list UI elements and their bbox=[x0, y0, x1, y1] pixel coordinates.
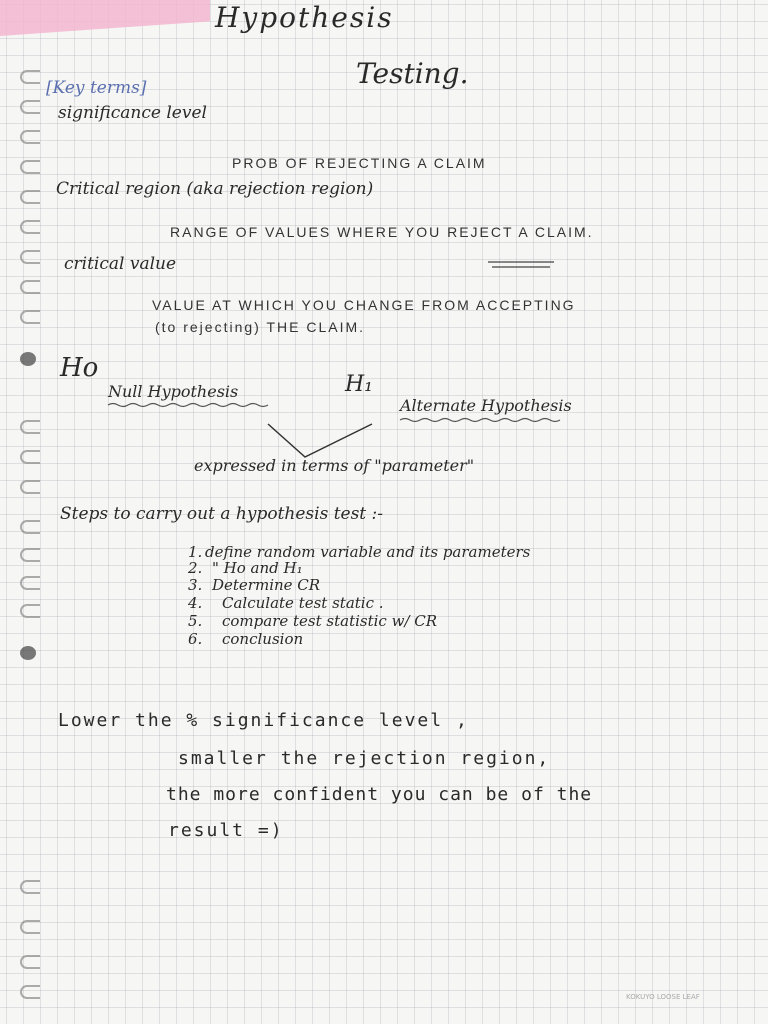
term-significance-level: significance level bbox=[58, 103, 207, 123]
step-text: conclusion bbox=[222, 630, 304, 648]
step-text: " Ho and H₁ bbox=[212, 559, 303, 577]
step-text: define random variable and its parameters bbox=[205, 543, 531, 561]
step-number: 2. bbox=[188, 559, 203, 577]
null-hypothesis-symbol: Ho bbox=[60, 353, 99, 383]
definition-critical-value-line-1: VALUE AT WHICH YOU CHANGE FROM ACCEPTING bbox=[152, 297, 576, 313]
definition-significance-level: PROB OF REJECTING A CLAIM bbox=[232, 155, 487, 171]
term-critical-value: critical value bbox=[64, 254, 177, 274]
step-text: Determine CR bbox=[212, 576, 321, 594]
conclusion-line-4: result =) bbox=[168, 820, 284, 841]
term-critical-region: Critical region (aka rejection region) bbox=[56, 179, 374, 199]
hypothesis-connector bbox=[268, 424, 372, 457]
title-line-1: Hypothesis bbox=[215, 1, 394, 34]
alternate-hypothesis-label: Alternate Hypothesis bbox=[400, 396, 572, 415]
steps-heading: Steps to carry out a hypothesis test :- bbox=[60, 504, 384, 524]
title-line-2: Testing. bbox=[356, 57, 469, 90]
definition-critical-region: RANGE OF VALUES WHERE YOU REJECT A CLAIM. bbox=[170, 224, 594, 240]
alternate-hypothesis-underline bbox=[400, 419, 560, 422]
step-number: 1. bbox=[188, 543, 203, 561]
step-number: 5. bbox=[188, 612, 203, 630]
step-text: compare test statistic w/ CR bbox=[222, 612, 438, 630]
definition-critical-value-line-2: (to rejecting) THE CLAIM. bbox=[155, 319, 366, 335]
null-hypothesis-underline bbox=[108, 404, 268, 407]
paper-brand-footer: KOKUYO LOOSE LEAF bbox=[626, 993, 700, 1001]
expressed-in-terms-note: expressed in terms of "parameter" bbox=[194, 456, 475, 475]
conclusion-line-3: the more confident you can be of the bbox=[166, 784, 593, 805]
step-number: 6. bbox=[188, 630, 203, 648]
key-terms-heading: [Key terms] bbox=[46, 78, 147, 98]
step-text: Calculate test static . bbox=[222, 594, 384, 612]
step-number: 3. bbox=[188, 576, 203, 594]
null-hypothesis-label: Null Hypothesis bbox=[108, 382, 239, 401]
step-number: 4. bbox=[188, 594, 203, 612]
conclusion-line-2: smaller the rejection region, bbox=[178, 748, 551, 769]
conclusion-line-1: Lower the % significance level , bbox=[58, 710, 469, 731]
alternate-hypothesis-symbol: H₁ bbox=[345, 372, 374, 397]
